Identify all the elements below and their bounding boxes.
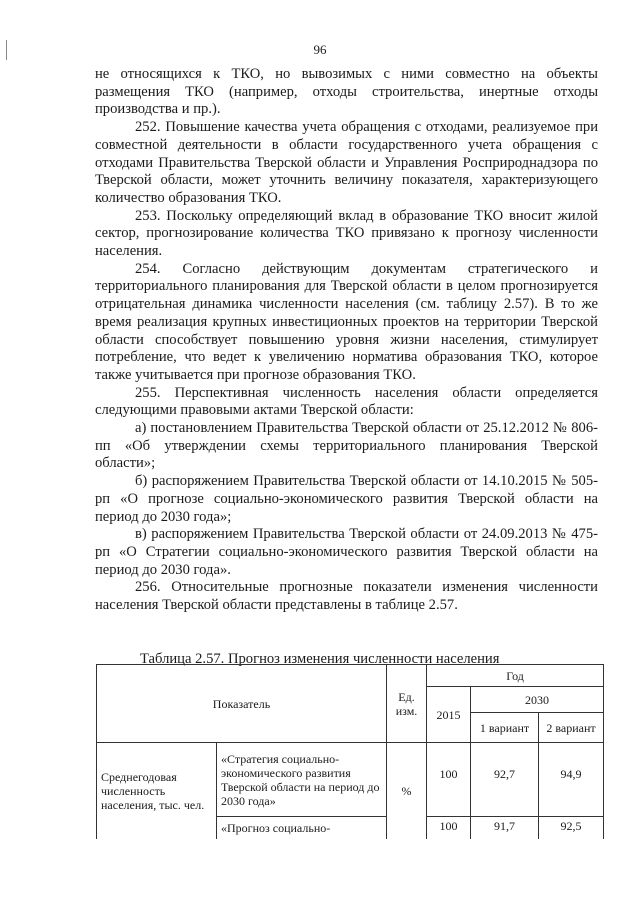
row-value-variant-2: 94,9 bbox=[539, 743, 604, 817]
page-number: 96 bbox=[313, 42, 327, 57]
list-item-a: а) постановлением Правительства Тверской области от 25.12.2012 № 806-пп «Об утверждении схемы территориального планирования Тверской области»; bbox=[95, 420, 598, 472]
row-unit: % bbox=[387, 743, 427, 839]
indicator-name: Среднегодовая численность населения, тыс. чел. bbox=[97, 743, 217, 839]
row-source: «Стратегия социально-экономического развития Тверской области на период до 2030 года» bbox=[217, 743, 387, 817]
list-item-c: в) распоряжением Правительства Тверской области от 24.09.2013 № 475-рп «О Стратегии социально-экономического развития Тверской области на период до 2030 года». bbox=[95, 526, 598, 578]
table-row bbox=[97, 743, 604, 817]
paragraph-continuation: не относящихся к ТКО, но вывозимых с ними совместно на объекты размещения ТКО (например, отходы строительства, инертные отходы производства и пр.). bbox=[95, 66, 598, 118]
header-indicator: Показатель bbox=[97, 665, 387, 743]
header-2030: 2030 bbox=[471, 687, 604, 713]
row-value-variant-1: 92,7 bbox=[471, 743, 539, 817]
header-year: Год bbox=[427, 665, 604, 687]
table-caption: Таблица 2.57. Прогноз изменения численности населения bbox=[140, 651, 500, 667]
header-variant-2: 2 вариант bbox=[539, 713, 604, 743]
paragraph-256: 256. Относительные прогнозные показатели изменения численности населения Тверской области представлены в таблице 2.57. bbox=[95, 579, 598, 614]
header-unit: Ед. изм. bbox=[387, 665, 427, 743]
row-value-variant-1: 91,7 bbox=[471, 817, 539, 839]
row-value-2015: 100 bbox=[427, 817, 471, 839]
header-variant-1: 1 вариант bbox=[471, 713, 539, 743]
list-item-b: б) распоряжением Правительства Тверской области от 14.10.2015 № 505-рп «О прогнозе социально-экономического развития Тверской области на период до 2030 года»; bbox=[95, 473, 598, 525]
row-value-2015: 100 bbox=[427, 743, 471, 817]
paragraph-254: 254. Согласно действующим документам стратегического и территориального планирования для Тверской области в целом прогнозируется отрицательная динамика численности населения (см. таблицу 2.57). В то же время реализация крупных инвестиционных проектов на территории Тверской области способствует повышению уровня жизни населения, стимулирует потребление, что ведет к увеличению норматива образования ТКО, которое также учитывается при прогнозе образования ТКО. bbox=[95, 260, 598, 383]
paragraph-253: 253. Поскольку определяющий вклад в образование ТКО вносит жилой сектор, прогнозирование количества ТКО привязано к прогнозу численности населения. bbox=[95, 207, 598, 260]
paragraph-255: 255. Перспективная численность населения области определяется следующими правовыми актами Тверской области: bbox=[95, 384, 598, 419]
paragraph-252: 252. Повышение качества учета обращения с отходами, реализуемое при совместной деятельности в области государственного учета обращения с отходами Правительства Тверской области и Управления Росприроднадзора по Тверской области, может уточнить величину показателя, характеризующего количество образования ТКО. bbox=[95, 119, 598, 206]
row-source: «Прогноз социально- bbox=[217, 817, 387, 839]
population-forecast-table bbox=[96, 664, 604, 839]
row-value-variant-2: 92,5 bbox=[539, 817, 604, 839]
header-2015: 2015 bbox=[427, 687, 471, 743]
document-body bbox=[95, 66, 598, 615]
